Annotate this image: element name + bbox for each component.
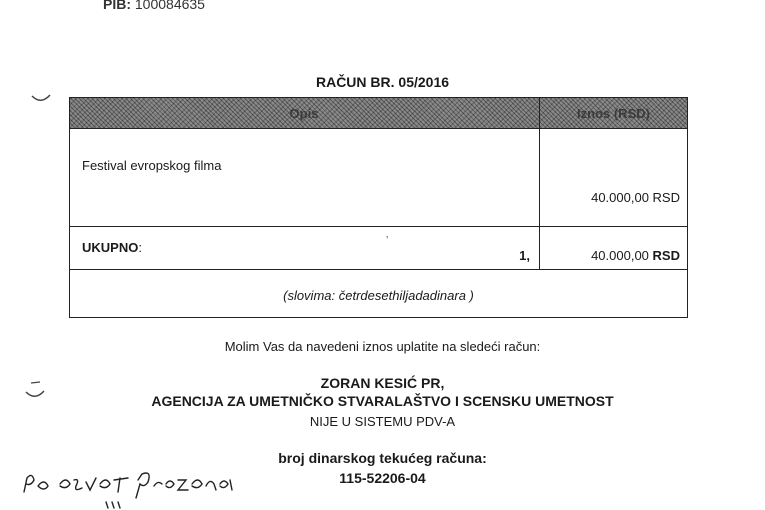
total-label [82,240,142,255]
handwritten-note [18,462,248,510]
account-label: broj dinarskog tekućeg računa: [278,450,487,466]
invoice-table [69,97,688,318]
account-number: 115-52206-04 [339,470,426,486]
total-label-colon: : [138,240,142,255]
punch-hole-mark-icon [30,380,42,386]
total-quantity: 1, [519,248,530,263]
total-amount-value: 40.000,00 [591,248,649,263]
row-divider [70,269,687,270]
punch-hole-mark-icon [24,388,46,402]
total-amount [540,248,680,263]
table-header [70,98,687,129]
payment-note: Molim Vas da navedeni iznos uplatite na sledeći račun: [224,339,541,354]
pib-line [103,0,205,12]
column-header-description: Opis [289,106,319,121]
column-header-amount: Iznos (RSD) [577,106,650,121]
payee-name: ZORAN KESIĆ PR, [320,375,445,391]
payee-vat-status: NIJE U SISTEMU PDV-A [309,414,456,429]
invoice-title: RAČUN BR. 05/2016 [315,74,450,90]
row-divider [70,226,687,227]
stray-mark: ʼ [386,235,389,247]
item-description: Festival evropskog filma [82,158,222,173]
amount-in-words: (slovima: četrdesethiljadadinara ) [283,288,474,303]
payee-agency: AGENCIJA ZA UMETNIČKO STVARALAŠTVO I SCENSKU UMETNOST [151,393,614,409]
item-amount: 40.000,00 RSD [591,190,680,205]
column-divider [539,98,540,270]
total-label-text: UKUPNO [82,240,139,255]
pib-value: 100084635 [134,0,205,12]
punch-hole-mark-icon [30,92,52,106]
total-amount-currency: RSD [652,248,680,263]
pib-label: PIB: [103,0,131,12]
